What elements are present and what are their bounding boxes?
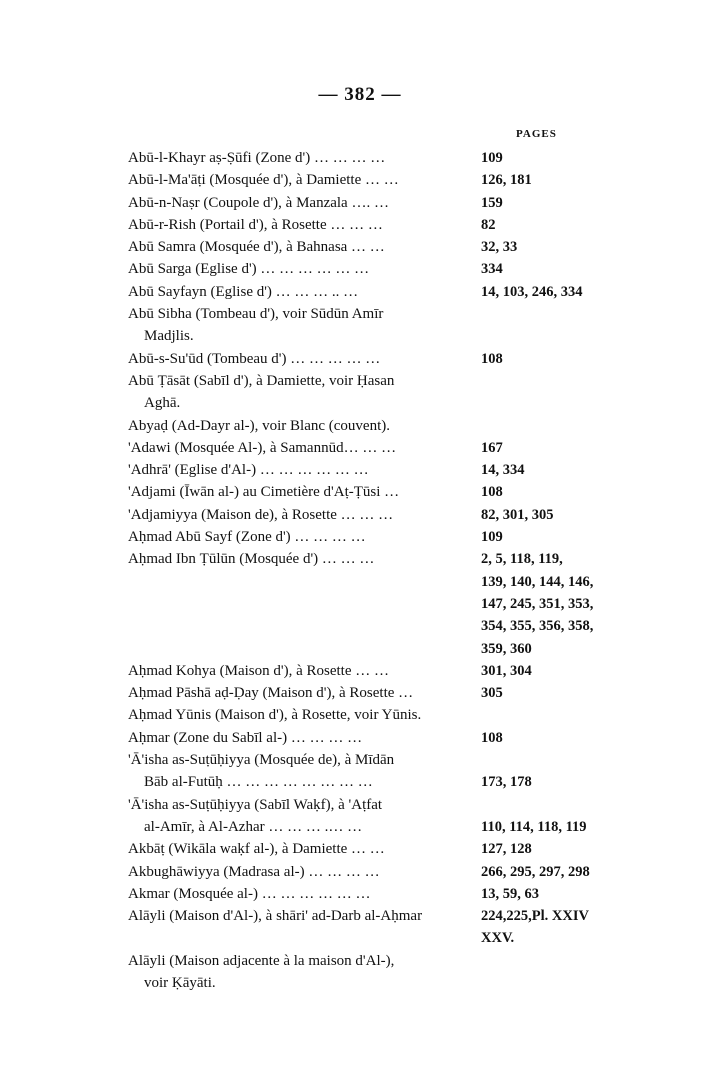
index-term: Alāyli (Maison adjacente à la maison d'Al-),: [128, 952, 395, 969]
index-entry: [128, 437, 628, 459]
page-references: 147, 245, 351, 353,: [481, 595, 594, 612]
index-entry: [128, 838, 628, 860]
index-entry: [128, 303, 628, 348]
index-line: [128, 682, 628, 704]
index-line: [128, 593, 628, 615]
index-line: [128, 214, 628, 236]
index-line: [128, 749, 628, 771]
pages-column-header: PAGES: [516, 128, 557, 140]
index-line: [128, 348, 628, 370]
page-references: 139, 140, 144, 146,: [481, 573, 594, 590]
index-line: [128, 548, 628, 570]
index-term: 'Ā'isha as-Suṭūḥiyya (Mosquée de), à Mīdān: [128, 752, 395, 769]
index-line: [128, 303, 628, 325]
page-references: 82: [481, 216, 496, 233]
index-entry: [128, 704, 628, 726]
page-references: 305: [481, 685, 503, 702]
index-line: [128, 771, 628, 793]
index-line: [128, 660, 628, 682]
index-term: Akmar (Mosquée al-) … … … … … …: [128, 885, 371, 902]
index-line: [128, 816, 628, 838]
index-term: Abyaḍ (Ad-Dayr al-), voir Blanc (couvent).: [128, 417, 390, 434]
page-references: 14, 103, 246, 334: [481, 283, 583, 300]
index-line: [128, 370, 628, 392]
index-term: Aḥmad Ibn Ṭūlūn (Mosquée d') … … …: [128, 551, 375, 568]
index-line: [128, 972, 628, 994]
index-line: [128, 325, 628, 347]
index-line: [128, 905, 628, 927]
index-entry: [128, 481, 628, 503]
page-references: 301, 304: [481, 662, 532, 679]
index-term: Aḥmad Abū Sayf (Zone d') … … … …: [128, 529, 366, 546]
page-references: 354, 355, 356, 358,: [481, 618, 594, 635]
index-line: [128, 437, 628, 459]
index-term: Abū-l-Ma'āṭi (Mosquée d'), à Damiette … …: [128, 172, 399, 189]
page-references: 334: [481, 261, 503, 278]
index-entry: [128, 727, 628, 749]
page-references: 110, 114, 118, 119: [481, 818, 587, 835]
index-entry: [128, 169, 628, 191]
page-references: 359, 360: [481, 640, 532, 657]
index-term: Aḥmad Kohya (Maison d'), à Rosette … …: [128, 662, 389, 679]
index-line: [128, 927, 628, 949]
index-term: Abū Sarga (Eglise d') … … … … … …: [128, 261, 370, 278]
page-number: — 382 —: [318, 84, 402, 105]
index-term: Aḥmad Yūnis (Maison d'), à Rosette, voir Yūnis.: [128, 707, 422, 724]
page-references: XXV.: [481, 930, 515, 947]
index-entry: [128, 794, 628, 839]
page-references: 126, 181: [481, 172, 532, 189]
index-line: [128, 236, 628, 258]
index-entry: [128, 281, 628, 303]
index-term: Abū Sibha (Tombeau d'), voir Sūdūn Amīr: [128, 306, 384, 323]
index-term: Akbāṭ (Wikāla waḳf al-), à Damiette … …: [128, 841, 385, 858]
index-line: [128, 415, 628, 437]
index-line: [128, 838, 628, 860]
index-term: Abū-s-Su'ūd (Tombeau d') … … … … …: [128, 350, 381, 367]
index-line: [128, 504, 628, 526]
page-references: 13, 59, 63: [481, 885, 539, 902]
index-line: [128, 459, 628, 481]
index-entry: [128, 258, 628, 280]
index-entry: [128, 905, 628, 950]
index-line: [128, 258, 628, 280]
index-line: [128, 794, 628, 816]
index-term: Abū-l-Khayr aṣ-Ṣūfi (Zone d') … … … …: [128, 150, 386, 166]
index-term: Aḥmad Pāshā aḍ-Ḍay (Maison d'), à Rosette …: [128, 685, 414, 702]
index-list: [128, 147, 628, 994]
index-term: Akbughāwiyya (Madrasa al-) … … … …: [128, 863, 380, 880]
index-term: Abū Ṭāsāt (Sabīl d'), à Damiette, voir Ḥasan: [128, 372, 395, 389]
page-references: 159: [481, 194, 503, 211]
index-line: [128, 169, 628, 191]
index-line: [128, 192, 628, 214]
index-entry: [128, 236, 628, 258]
index-term: 'Adjamiyya (Maison de), à Rosette … … …: [128, 506, 394, 523]
page-references: 224,225,Pl. XXIV: [481, 908, 589, 925]
index-term: Bāb al-Futūḥ … … … … … … … …: [144, 774, 373, 791]
page-references: 173, 178: [481, 774, 532, 791]
index-entry: [128, 682, 628, 704]
page-references: 109: [481, 150, 503, 166]
page-references: 167: [481, 439, 503, 456]
index-term: Aḥmar (Zone du Sabīl al-) … … … …: [128, 729, 363, 746]
index-entry: [128, 192, 628, 214]
index-entry: [128, 749, 628, 794]
page-references: 14, 334: [481, 462, 525, 479]
page-references: 82, 301, 305: [481, 506, 554, 523]
index-term: Madjlis.: [144, 328, 194, 345]
index-entry: [128, 861, 628, 883]
index-line: [128, 950, 628, 972]
index-line: [128, 147, 628, 169]
index-term: 'Adawi (Mosquée Al-), à Samannūd… … …: [128, 439, 397, 456]
index-line: [128, 571, 628, 593]
index-line: [128, 481, 628, 503]
page-references: 109: [481, 529, 503, 546]
index-term: Aghā.: [144, 395, 181, 412]
page-references: 108: [481, 484, 503, 501]
index-entry: [128, 370, 628, 415]
index-line: [128, 615, 628, 637]
index-entry: [128, 883, 628, 905]
index-term: Abū-n-Naṣr (Coupole d'), à Manzala …. …: [128, 194, 389, 211]
index-entry: [128, 459, 628, 481]
index-term: 'Adjami (Īwān al-) au Cimetière d'Aṭ-Ṭūsi …: [128, 484, 400, 501]
index-line: [128, 392, 628, 414]
page-references: 108: [481, 729, 503, 746]
index-entry: [128, 348, 628, 370]
index-term: al-Amīr, à Al-Azhar … … … .… …: [144, 818, 363, 835]
page-references: 32, 33: [481, 239, 518, 256]
index-entry: [128, 660, 628, 682]
index-line: [128, 526, 628, 548]
index-term: voir Ḳāyāti.: [144, 974, 216, 991]
index-term: Abū Samra (Mosquée d'), à Bahnasa … …: [128, 239, 385, 256]
index-term: Abū-r-Rish (Portail d'), à Rosette … … …: [128, 216, 383, 233]
page-references: 108: [481, 350, 503, 367]
index-entry: [128, 548, 628, 659]
index-term: 'Adhrā' (Eglise d'Al-) … … … … … …: [128, 462, 369, 479]
index-entry: [128, 415, 628, 437]
index-line: [128, 883, 628, 905]
index-entry: [128, 147, 628, 169]
page-references: 266, 295, 297, 298: [481, 863, 590, 880]
index-line: [128, 281, 628, 303]
page-references: 2, 5, 118, 119,: [481, 551, 563, 568]
index-entry: [128, 950, 628, 995]
index-line: [128, 638, 628, 660]
index-line: [128, 704, 628, 726]
index-line: [128, 727, 628, 749]
index-term: Alāyli (Maison d'Al-), à shāri' ad-Darb al-Aḥmar: [128, 908, 423, 925]
index-entry: [128, 526, 628, 548]
index-entry: [128, 214, 628, 236]
index-entry: [128, 504, 628, 526]
index-term: 'Ā'isha as-Suṭūḥiyya (Sabīl Waḳf), à 'Aṭfat: [128, 796, 383, 813]
index-line: [128, 861, 628, 883]
index-term: Abū Sayfayn (Eglise d') … … … .. …: [128, 283, 359, 300]
page-references: 127, 128: [481, 841, 532, 858]
